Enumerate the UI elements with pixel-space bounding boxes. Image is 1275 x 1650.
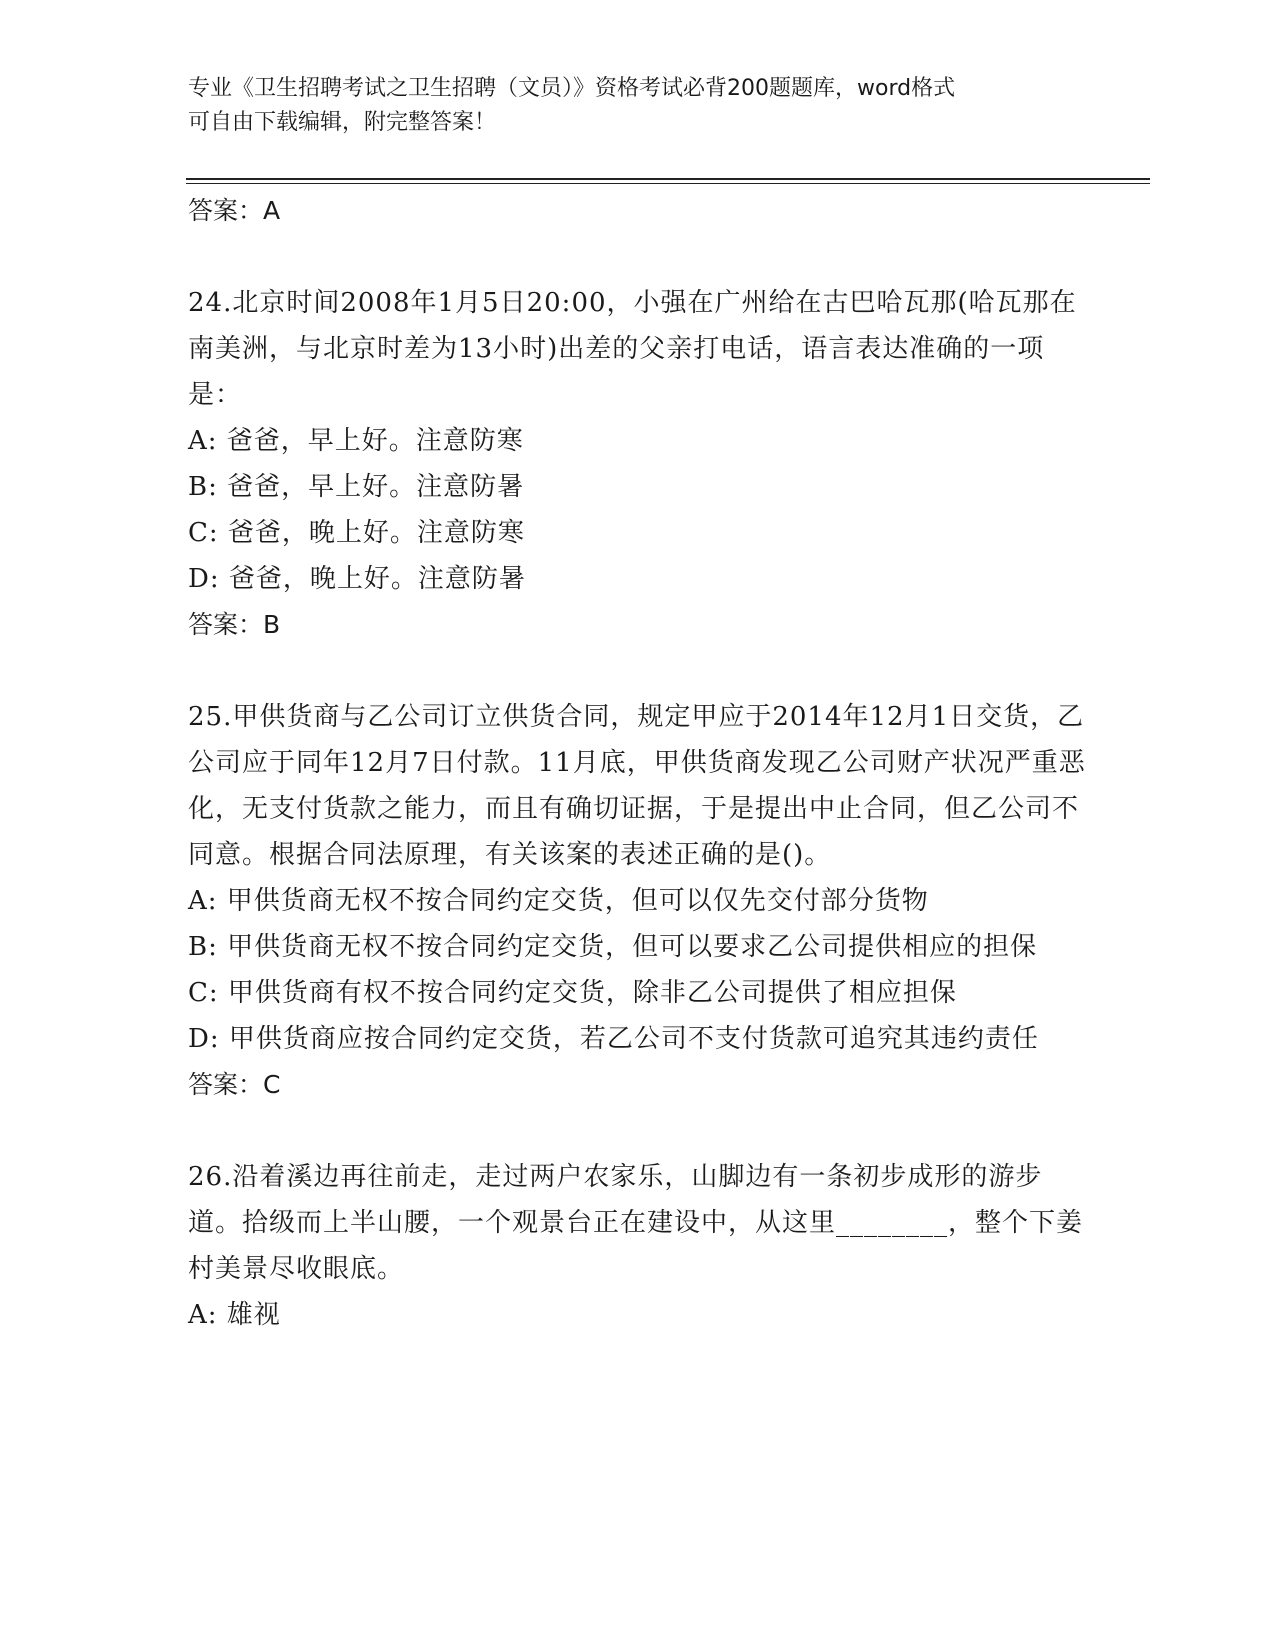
option-c: C: 爸爸，晚上好。注意防寒 [188, 518, 525, 548]
document-body [188, 188, 1088, 1338]
option-c: C: 甲供货商有权不按合同约定交货，除非乙公司提供了相应担保 [188, 978, 957, 1008]
answer-line: 答案：C [188, 1070, 281, 1099]
option-d: D: 爸爸，晚上好。注意防暑 [188, 564, 526, 594]
header-rule-thin [186, 183, 1150, 184]
option-b: B: 爸爸，早上好。注意防暑 [188, 472, 525, 502]
answer-line: 答案：B [188, 610, 281, 639]
option-a: A: 甲供货商无权不按合同约定交货，但可以仅先交付部分货物 [188, 886, 929, 916]
question-24 [188, 280, 1088, 648]
question-text: 26.沿着溪边再往前走，走过两户农家乐，山脚边有一条初步成形的游步道。拾级而上半山腰，一个观景台正在建设中，从这里________，整个下姜村美景尽收眼底。 [188, 1162, 1084, 1284]
header-rule-thick [186, 178, 1150, 180]
question-25 [188, 694, 1088, 1108]
page-header [188, 72, 1068, 140]
header-line-2: 可自由下载编辑，附完整答案！ [188, 110, 497, 135]
question-text: 24.北京时间2008年1月5日20:00，小强在广州给在古巴哈瓦那(哈瓦那在南美洲，与北京时差为13小时)出差的父亲打电话，语言表达准确的一项是： [188, 288, 1077, 410]
option-a: A: 爸爸，早上好。注意防寒 [188, 426, 524, 456]
question-26 [188, 1154, 1088, 1338]
answer-line-23: 答案：A [188, 196, 281, 225]
option-d: D: 甲供货商应按合同约定交货，若乙公司不支付货款可追究其违约责任 [188, 1024, 1039, 1054]
header-line-1: 专业《卫生招聘考试之卫生招聘（文员）》资格考试必背200题题库，word格式 [188, 76, 956, 101]
option-b: B: 甲供货商无权不按合同约定交货，但可以要求乙公司提供相应的担保 [188, 932, 1038, 962]
question-text: 25.甲供货商与乙公司订立供货合同，规定甲应于2014年12月1日交货，乙公司应于同年12月7日付款。11月底，甲供货商发现乙公司财产状况严重恶化，无支付货款之能力，而且有确切证据，于是提出中止合同，但乙公司不同意。根据合同法原理，有关该案的表述正确的是()。 [188, 702, 1086, 870]
option-a: A: 雄视 [188, 1300, 281, 1330]
